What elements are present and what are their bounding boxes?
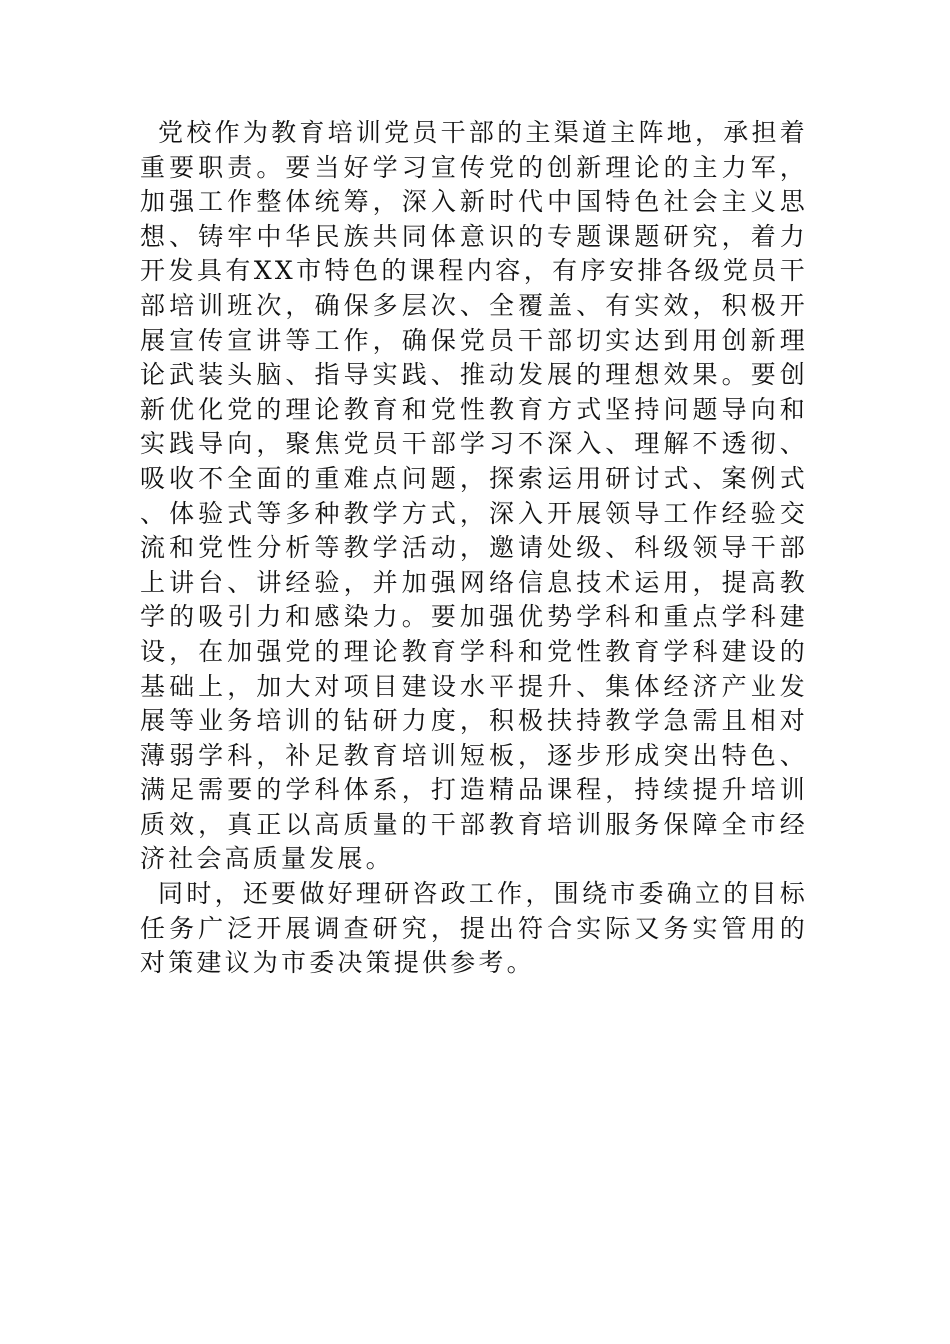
document-body: [140, 116, 808, 981]
body-paragraph-2: 同时，还要做好理研咨政工作，围绕市委确立的目标任务广泛开展调查研究，提出符合实际又务实管用的对策建议为市委决策提供参考。: [140, 879, 808, 978]
body-paragraph-1: 党校作为教育培训党员干部的主渠道主阵地，承担着重要职责。要当好学习宣传党的创新理论的主力军，加强工作整体统筹，深入新时代中国特色社会主义思想、铸牢中华民族共同体意识的专题课题研究，着力开发具有XX市特色的课程内容，有序安排各级党员干部培训班次，确保多层次、全覆盖、有实效，积极开展宣传宣讲等工作，确保党员干部切实达到用创新理论武装头脑、指导实践、推动发展的理想效果。要创新优化党的理论教育和党性教育方式坚持问题导向和实践导向，聚焦党员干部学习不深入、理解不透彻、吸收不全面的重难点问题，探索运用研讨式、案例式、体验式等多种教学方式，深入开展领导工作经验交流和党性分析等教学活动，邀请处级、科级领导干部上讲台、讲经验，并加强网络信息技术运用，提高教学的吸引力和感染力。要加强优势学科和重点学科建设，在加强党的理论教育学科和党性教育学科建设的基础上，加大对项目建设水平提升、集体经济产业发展等业务培训的钻研力度，积极扶持教学急需且相对薄弱学科，补足教育培训短板，逐步形成突出特色、满足需要的学科体系，打造精品课程，持续提升培训质效，真正以高质量的干部教育培训服务保障全市经济社会高质量发展。: [140, 118, 808, 874]
